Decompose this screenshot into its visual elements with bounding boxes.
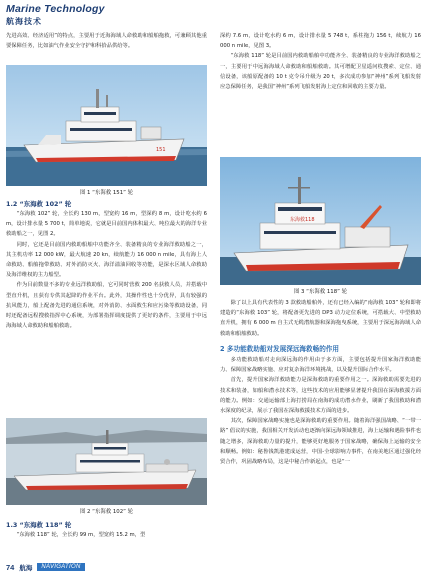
page-footer [6,561,85,573]
section-1-3-heading: 1.3 “东海救 118” 轮 [6,521,72,529]
magazine-header [6,3,206,27]
ship-name-decal: 东海救118 [290,217,315,223]
right-top-body: 深约 7.6 m，设计吃水约 6 m，设计排水量 5 748 t，系柱拖力 156 t，续航力 16 000 n mile，见图 3。 “东海救 118” 轮是目前国内救助船舶中功能齐全、装备精良的专业海洋救助船之一，主要用于中远海海域人命救助和船舶救助。其可增配卫星遥问枚搜索、定位、通信设备，该船原配备的 10 t 克令吊升级为 20 t，多次成功参加“神州”系列飞船发射应急保障任务，是我国“神州”系列飞船发射海上定位和回收的主要力量。 [220,33,421,91]
figure-3-ship-photo [220,157,421,285]
section-2-body: 多功能救助船对走向深远海的作用由于多方面，主要包括提升国家海洋救助能力、保障国家战略实施、应对复杂海洋环境挑战，以及提升国际合作水平。 首先，提升国家海洋救助能力是深海救助的重要作用之一。深海救助需要先进的技术和装备，如船和潜水技术等，这些技术的应用能够显著提升我国在深海救援方面的能力。例如：交通运输部上海打捞局在南海的成功潜水作业，刷新了我国救助和潜水深度的纪录，展示了我国在深海救援技术方面的进步。 其次，保障国家战略实施也是深海救助的重要作用。随着海洋强国战略、“一带一路” 倡议的实施，我国相关开发活动也逐渐向深远海领域推进，海上运输和遇险事件也随之增多，深海救助力量的提升，能够更好地服务于国家战略，确保海上运输的安全和顺畅。例如：秘鲁钱凯港建成运营，中国-全球影响力事件，在南美地区通过强化经贸合作，巩固战略布局，这是中秘合作新起点，也是“一 [220,357,421,466]
figure-1-caption: 图 1 “东海救 151” 轮 [79,190,134,196]
section-1-2-heading: 1.2 “东海救 102” 轮 [6,200,72,208]
section-2-heading: 2 多功能救助船对发展深远海救畅的作用 [220,345,339,353]
page-number: 74 [6,562,15,572]
magazine-name-cn: 航海 [19,563,33,572]
figure-3-caption: 图 3 “东海救 118” 轮 [293,289,348,295]
figure-1-ship-photo [6,65,207,186]
figure-2-caption: 图 2 “东海救 102” 轮 [79,509,134,515]
section-title-en: Marine Technology [6,3,105,15]
right-para-3: 除了以上具有代表性的 3 款救助船舶外，还有已经入编的“南海救 103” 轮和即将建造的“东海救 103” 轮，将配备更先进的 DP3 动力定位系统，可搭载大、中型救助直升机，拥有 6 000 m 自主式无缆潜航器和深海拖曳系统，主要用于深远海海域人命救助和船舶救助。 [220,300,421,337]
section-1-3-body: “东海救 118” 轮，全长约 99 m，型宽约 15.2 m，型 [16,532,146,538]
magazine-name-en: NAVIGATION [37,563,84,571]
ship-hull-number-decal: 151 [156,147,166,153]
figure-2-ship-photo [6,418,207,505]
left-para-1: 先进高效、经济适用”的特点，主要用于近海海域人命救助和船舶拖救，可兼顾其他重要保障任务，比如油气作业安全守护和科拾品供给等。 [6,33,207,50]
section-1-2-body: “东海救 102” 轮，全长约 130 m，型宽约 16 m，型深约 8 m，设计吃水约 6 m，设计排水量 5 700 t，简单地说，它就是目前国内体积最大、吨位最大的海洋专业救助船之一，见图 2。 同时，它还是目前国内救助船舶中功能齐全、装备精良的专业海洋救助船之一，其主机功率 12 000 kW，最大航速 20 kn，续航能力 16 000 n mile，具有海上人命救助、船舶拖带救助、对外消防灭火、海洋溢油回收等功能，是深水区域人命救助及海洋维权的主力船型。 作为目前数量不多的专业远洋救助船，它可同时营救 200 名获救人员，并搭载中型直升机，且获有专供其起降的作业平台。此外，其操作性也十分优异，具有较强的抗风能力，船上配备先进的通信系统，对外消防、水面救生和应污染等救助设备，同时还配备远程搜救指挥中心系统，为部署指挥调度提供了更好的条件，主要用于中远海海域人命救助和船舶救助。 [6,211,207,330]
section-title-cn: 航海技术 [6,16,42,26]
